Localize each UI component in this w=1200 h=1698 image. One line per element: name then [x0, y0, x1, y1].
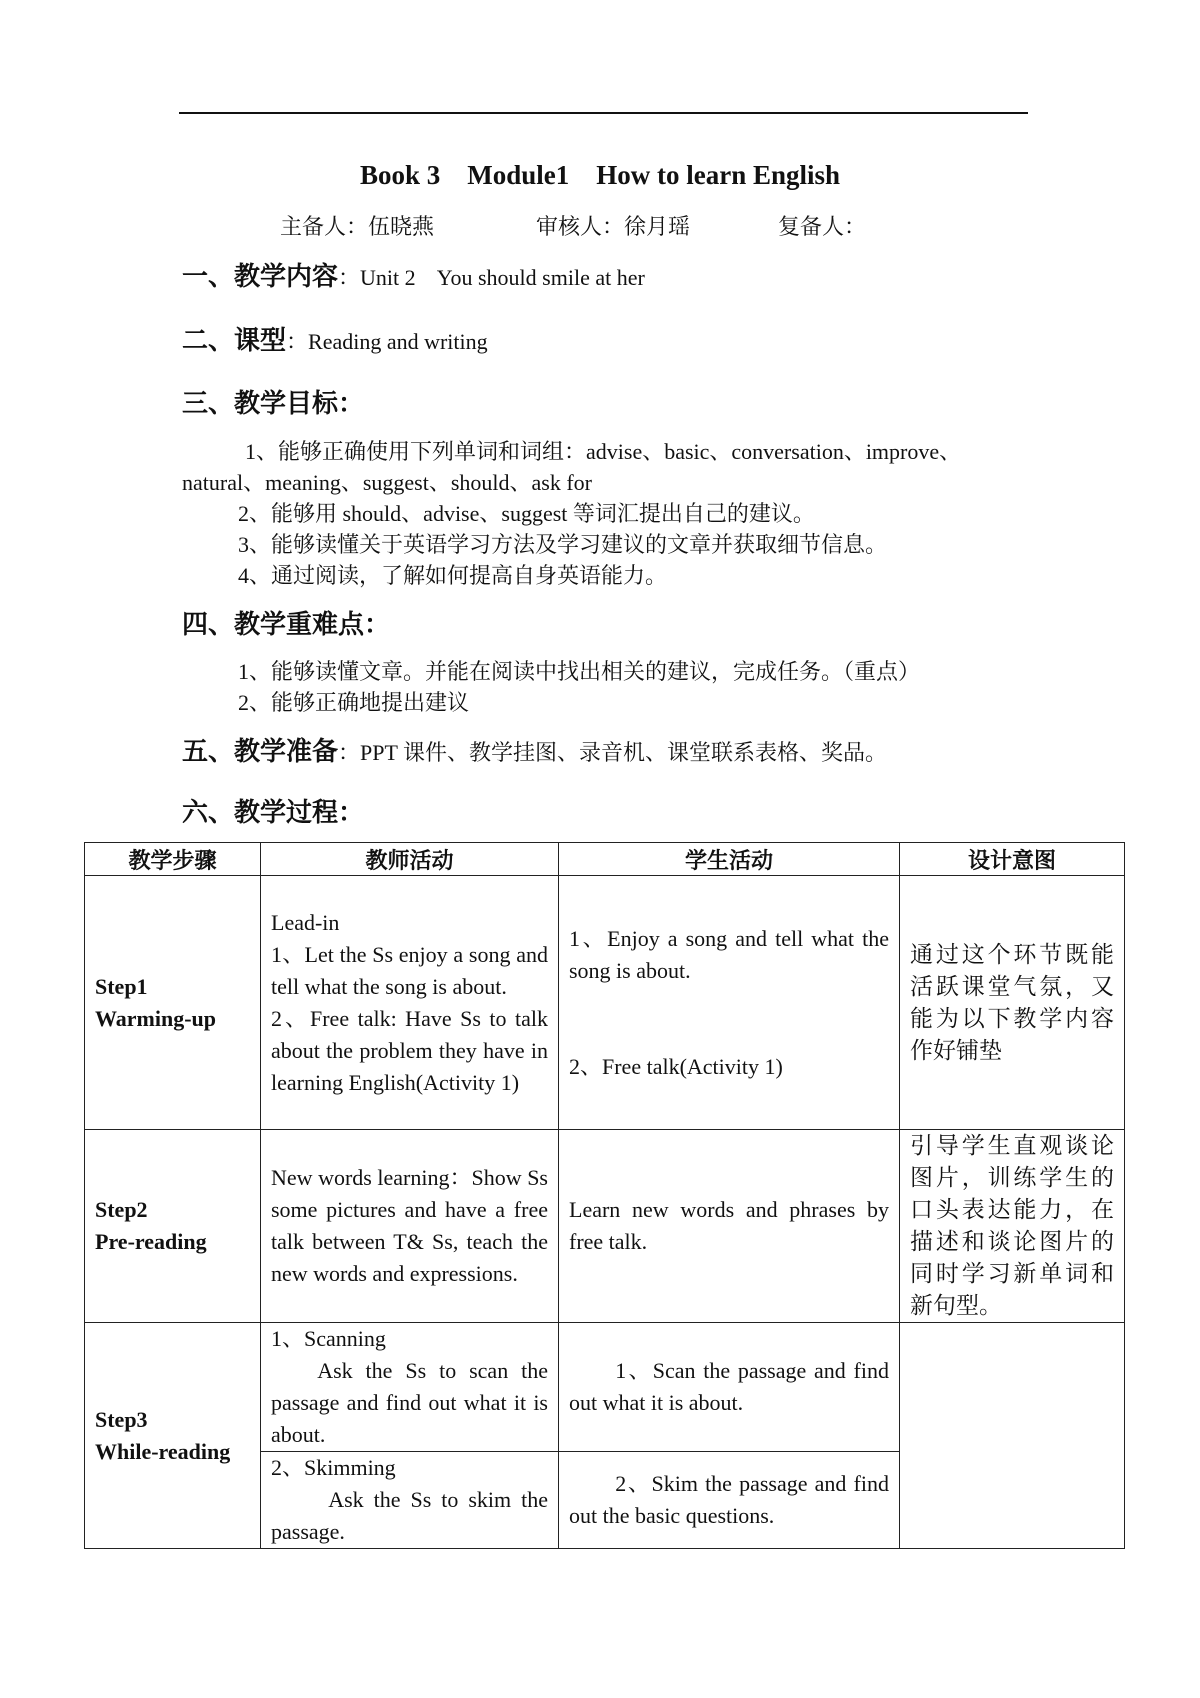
- section-preparation: [182, 731, 887, 768]
- section-content-value: ：Unit 2 You should smile at her: [338, 265, 645, 290]
- section-content-label: 一、教学内容: [182, 262, 339, 291]
- step1-teacher: [261, 876, 559, 1130]
- skimming-student-text: 2、Skim the passage and find out the basic questions.: [569, 1471, 889, 1528]
- step1-teacher-item: 2、Free talk: Have Ss to talk about the problem they have in learning English(Activity 1): [271, 1005, 548, 1095]
- lead-preparer: 主备人：伍晓燕: [280, 214, 435, 239]
- step2-intent: 引导学生直观谈论图片，训练学生的口头表达能力，在描述和谈论图片的同时学习新单词和新句型。: [900, 1130, 1125, 1323]
- step2-number: Step2: [95, 1197, 148, 1222]
- objective-line: 2、能够用 should、advise、suggest 等词汇提出自己的建议。: [238, 501, 815, 526]
- objective-line: 4、通过阅读，了解如何提高自身英语能力。: [238, 563, 668, 588]
- step1-student-item: 2、Free talk(Activity 1): [569, 1053, 783, 1079]
- header-rule: [179, 112, 1028, 114]
- section-type: [182, 320, 488, 357]
- step2-student: Learn new words and phrases by free talk.: [559, 1130, 900, 1323]
- table-row-step3-scanning: [85, 1323, 1125, 1452]
- keypoint-line: 1、能够读懂文章。并能在阅读中找出相关的建议，完成任务。（重点）: [238, 659, 921, 684]
- co-preparer: 复备人：: [778, 214, 867, 239]
- section-preparation-value: ：PPT 课件、教学挂图、录音机、课堂联系表格、奖品。: [338, 740, 888, 765]
- section-content: [182, 256, 645, 293]
- step1-student-item: 1、Enjoy a song and tell what the song is about.: [569, 925, 889, 983]
- table-row-step1: [85, 876, 1125, 1130]
- step1-intent: 通过这个环节既能活跃课堂气氛，又能为以下教学内容作好铺垫: [900, 876, 1125, 1130]
- section-preparation-label: 五、教学准备: [182, 737, 339, 766]
- header-student: 学生活动: [559, 843, 900, 876]
- skimming-title: 2、Skimming: [271, 1455, 396, 1480]
- step2-label: [85, 1130, 261, 1323]
- step3-intent: [900, 1323, 1125, 1549]
- table-header-row: [85, 843, 1125, 876]
- step3-teacher-skimming: [261, 1452, 559, 1549]
- step3-student-scanning: [559, 1323, 900, 1452]
- section-objectives-heading: 三、教学目标：: [182, 389, 365, 418]
- keypoint-line: 2、能够正确地提出建议: [238, 690, 470, 715]
- objective-line: natural、meaning、suggest、should、ask for: [182, 470, 592, 495]
- step1-label: [85, 876, 261, 1130]
- section-type-value: ：Reading and writing: [286, 329, 488, 354]
- scanning-title: 1、Scanning: [271, 1326, 386, 1351]
- step1-teacher-leadin: Lead-in: [271, 909, 340, 935]
- objective-line: 3、能够读懂关于英语学习方法及学习建议的文章并获取细节信息。: [238, 532, 888, 557]
- step1-student: [559, 876, 900, 1130]
- step3-label: [85, 1323, 261, 1549]
- document-title: Book 3 Module1 How to learn English: [359, 160, 841, 190]
- scanning-student-text: 1、Scan the passage and find out what it is about.: [569, 1358, 889, 1415]
- step2-name: Pre-reading: [95, 1229, 207, 1254]
- section-keypoints-heading: 四、教学重难点：: [182, 610, 391, 639]
- step2-teacher: New words learning：Show Ss some pictures and have a free talk between T& Ss, teach the new words and expressions.: [261, 1130, 559, 1323]
- teaching-process-table: [84, 842, 1125, 1549]
- header-teacher: 教师活动: [261, 843, 559, 876]
- objective-line: 1、能够正确使用下列单词和词组：advise、basic、conversation、improve、: [245, 439, 962, 464]
- step3-name: While-reading: [95, 1438, 231, 1464]
- header-intent: 设计意图: [900, 843, 1125, 876]
- scanning-teacher-text: Ask the Ss to scan the passage and find out what it is about.: [271, 1358, 548, 1447]
- step1-number: Step1: [95, 973, 148, 999]
- step3-number: Step3: [95, 1406, 148, 1432]
- section-process-heading: 六、教学过程：: [182, 798, 365, 827]
- table-row-step2: [85, 1130, 1125, 1323]
- skimming-teacher-text: Ask the Ss to skim the passage.: [271, 1487, 548, 1544]
- step1-teacher-item: 1、Let the Ss enjoy a song and tell what the song is about.: [271, 941, 548, 999]
- section-type-label: 二、课型: [182, 326, 287, 355]
- step3-student-skimming: [559, 1452, 900, 1549]
- reviewer: 审核人：徐月瑶: [536, 214, 691, 239]
- step1-name: Warming-up: [95, 1005, 217, 1031]
- step3-teacher-scanning: [261, 1323, 559, 1452]
- header-step: 教学步骤: [85, 843, 261, 876]
